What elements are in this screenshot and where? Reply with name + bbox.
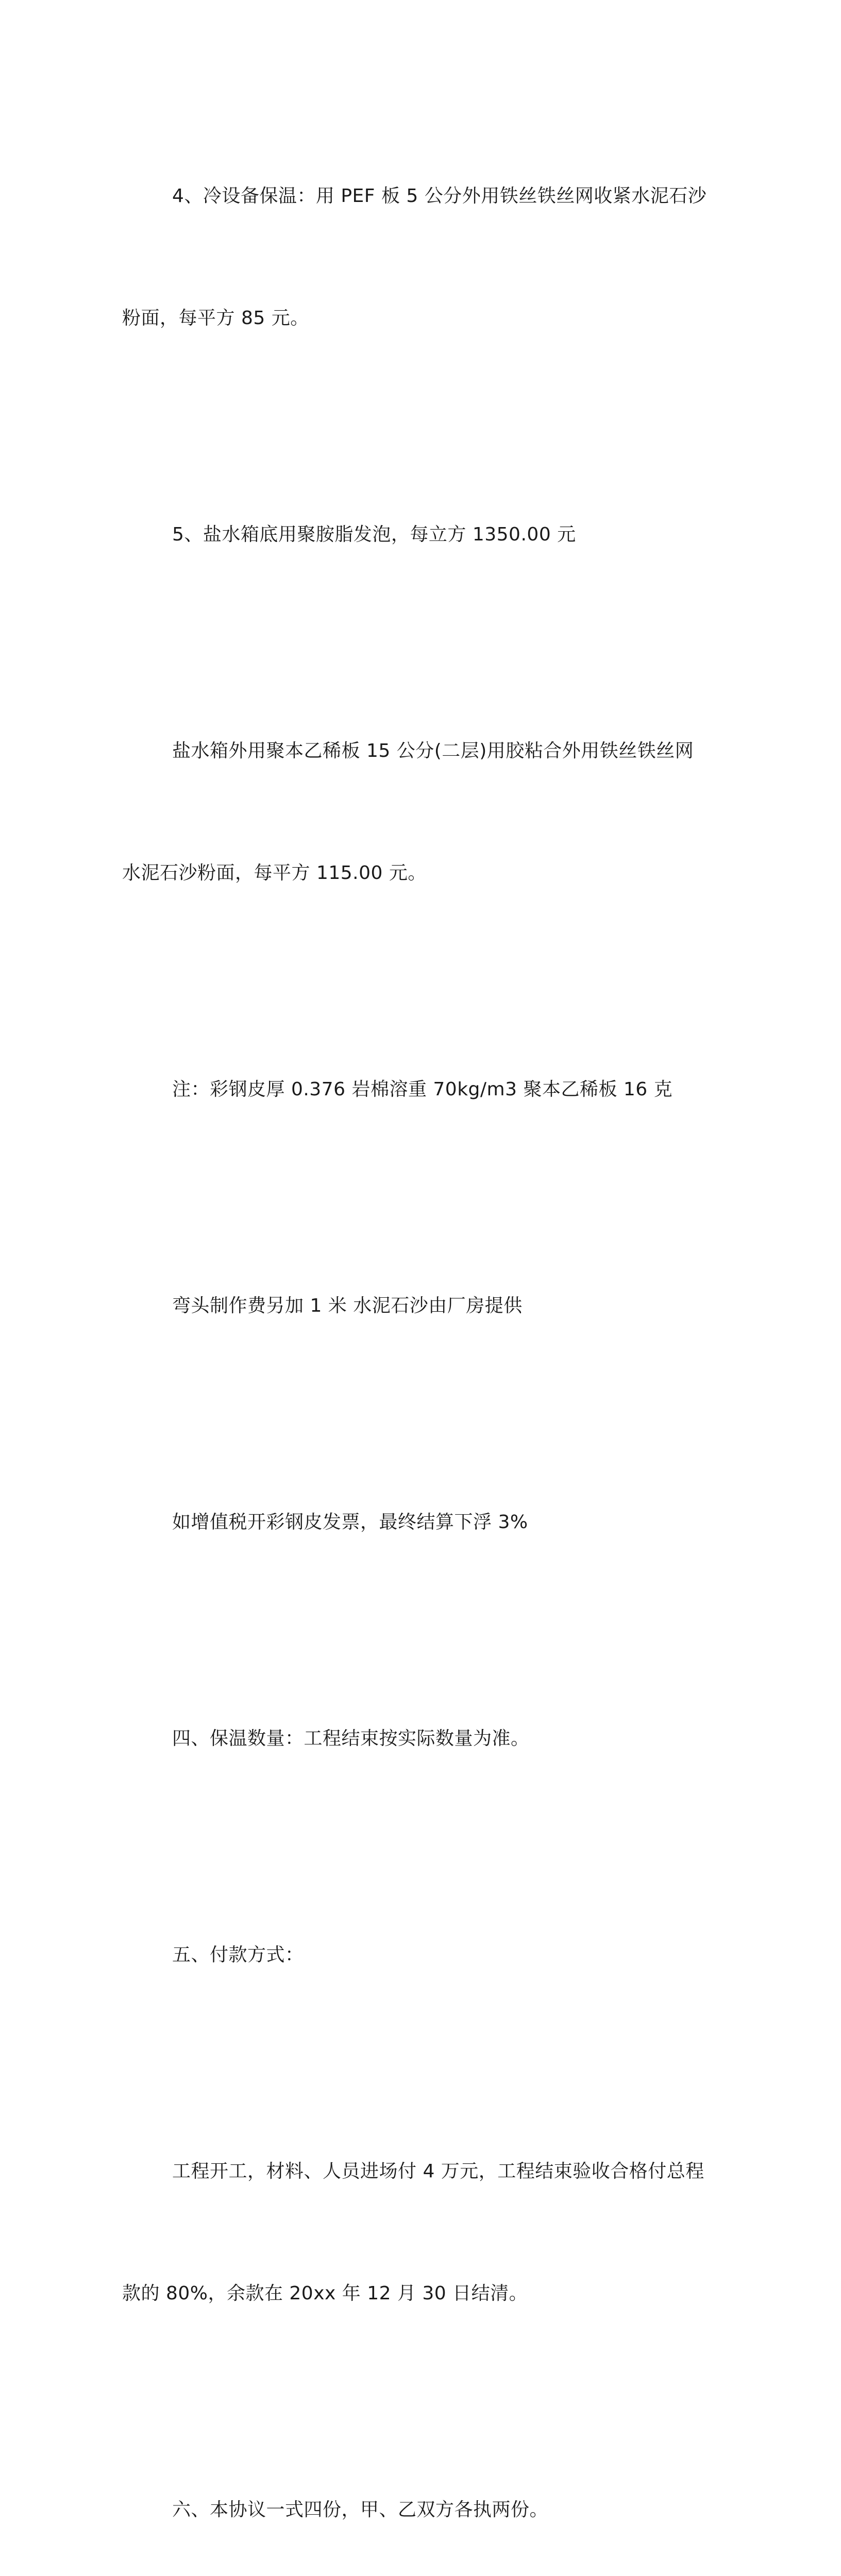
paragraph-line: 五、付款方式：: [172, 1944, 304, 1965]
paragraph-line: 款的 80%，余款在 20xx 年 12 月 30 日结清。: [122, 2283, 528, 2304]
paragraph-line: 如增值税开彩钢皮发票，最终结算下浮 3%: [172, 1512, 528, 1533]
paragraph-note-materials: [122, 988, 710, 1191]
section-insulation-quantity: [122, 1637, 710, 1840]
paragraph-line: 注：彩钢皮厚 0.376 岩棉溶重 70kg/m3 聚本乙稀板 16 克: [172, 1079, 673, 1100]
document-body: [122, 94, 710, 2576]
paragraph-line: 水泥石沙粉面，每平方 115.00 元。: [122, 862, 427, 884]
paragraph-brine-tank-exterior: [122, 649, 710, 975]
paragraph-vat-invoice: [122, 1420, 710, 1624]
paragraph-line: 工程开工，材料、人员进场付 4 万元，工程结束验收合格付总程: [172, 2161, 704, 2182]
section-copies: [122, 2408, 710, 2576]
paragraph-cold-equipment-insulation: [122, 94, 710, 420]
section-payment-method-heading: [122, 1853, 710, 2057]
paragraph-line: 盐水箱外用聚本乙稀板 15 公分(二层)用胶粘合外用铁丝铁丝网: [172, 740, 694, 761]
paragraph-brine-tank-bottom: [122, 433, 710, 636]
paragraph-line: 四、保温数量：工程结束按实际数量为准。: [172, 1728, 530, 1749]
paragraph-payment-terms: [122, 2070, 710, 2395]
paragraph-line: 4、冷设备保温：用 PEF 板 5 公分外用铁丝铁丝网收紧水泥石沙: [172, 185, 707, 207]
paragraph-line: 5、盐水箱底用聚胺脂发泡，每立方 1350.00 元: [172, 524, 576, 545]
paragraph-line: 粉面，每平方 85 元。: [122, 308, 309, 329]
paragraph-line: 六、本协议一式四份，甲、乙双方各执两份。: [172, 2499, 549, 2520]
paragraph-line: 弯头制作费另加 1 米 水泥石沙由厂房提供: [172, 1295, 523, 1316]
paragraph-elbow-fee: [122, 1204, 710, 1408]
